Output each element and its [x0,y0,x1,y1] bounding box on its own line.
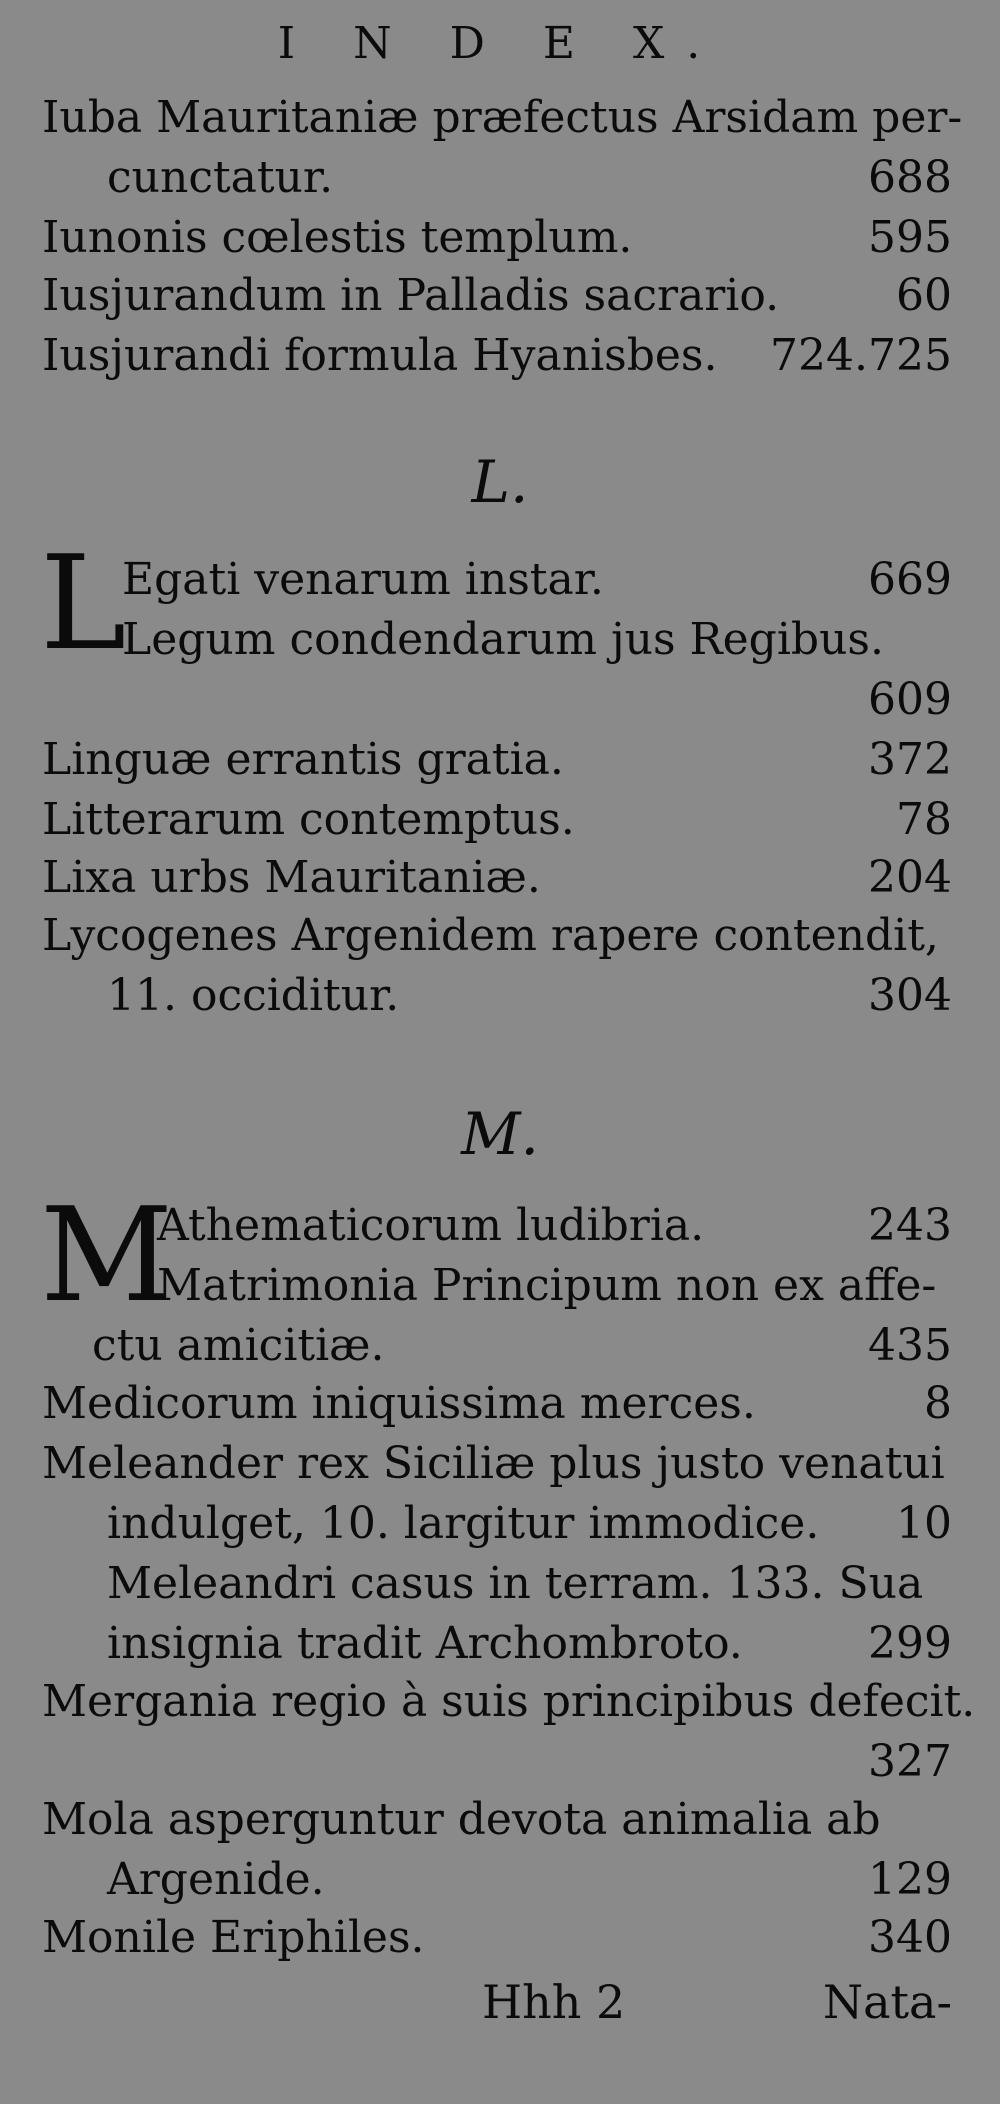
index-entry-legum [42,610,952,730]
index-entry-medicorum [42,1374,952,1434]
entry-text: Meleandri casus in terram. 133. Sua [107,1558,924,1609]
page-number: 435 [868,1320,952,1371]
page-number: 304 [868,970,952,1021]
entry-text: cunctatur. [107,152,334,203]
page-number: 595 [868,212,952,263]
entry-text: Iuba Mauritaniæ præfectus Arsidam per- [42,92,963,143]
entry-text: 11. occiditur. [107,970,400,1021]
index-entry-meleander [42,1434,952,1674]
section-heading-l: L. [471,448,529,516]
catchword: Nata- [822,1975,952,2029]
entry-text: Meleander rex Siciliæ plus justo venatui [42,1438,945,1489]
signature-mark: Hhh 2 [482,1975,626,2029]
index-entry-iusjurandi [42,326,952,386]
entry-text: Iunonis cœlestis templum. [42,212,633,263]
entry-text: Matrimonia Principum non ex affe- [157,1260,937,1311]
entry-text: Mergania regio à suis principibus defecit. [42,1676,976,1727]
index-entry-iusjurandum [42,266,952,326]
index-entry-linguae [42,730,952,790]
entry-text: Medicorum iniquissima merces. [42,1378,756,1429]
page-header: I N D E X. [277,18,723,69]
entry-text: Iusjurandi formula Hyanisbes. [42,330,718,381]
entry-text: Lixa urbs Mauritaniæ. [42,852,541,903]
page-number: 609 [868,674,952,725]
entry-text: ctu amicitiæ. [92,1320,385,1371]
index-entry-matrimonia [42,1256,952,1376]
index-entry-iuba [42,88,963,208]
page-number: 299 [868,1618,952,1669]
entry-text: Legum condendarum jus Regibus. [122,614,884,665]
page-number: 243 [868,1200,952,1251]
entry-text: Athematicorum ludibria. [157,1200,705,1251]
page-number: 60 [896,270,952,321]
page-number: 688 [868,152,952,203]
entry-text: Egati venarum instar. [122,554,604,605]
entry-text: Litterarum contemptus. [42,794,575,845]
entry-text: Iusjurandum in Palladis sacrario. [42,270,780,321]
page-number: 669 [868,554,952,605]
entry-text: Monile Eriphiles. [42,1912,425,1963]
entry-text: insignia tradit Archombroto. [107,1618,743,1669]
index-entry-mathematicorum [42,1196,952,1256]
page-number: 10 [896,1498,952,1549]
page-number: 724.725 [770,330,952,381]
index-entry-monile [42,1908,952,1968]
index-entry-litterarum [42,790,952,850]
index-entry-lixa [42,848,952,908]
entry-text: indulget, 10. largitur immodice. [107,1498,820,1549]
index-entry-legati [42,550,952,610]
entry-text: Mola asperguntur devota animalia ab [42,1794,881,1845]
entry-text: Linguæ errantis gratia. [42,734,564,785]
page-number: 340 [868,1912,952,1963]
index-entry-lycogenes [42,906,952,1026]
page-number: 372 [868,734,952,785]
index-entry-mola [42,1790,952,1910]
index-entry-iunonis [42,208,952,268]
page-number: 8 [924,1378,952,1429]
page-number: 129 [868,1854,952,1905]
page-number: 204 [868,852,952,903]
dropcap-l: L [40,527,127,679]
entry-text: Lycogenes Argenidem rapere contendit, [42,910,939,961]
section-heading-m: M. [461,1100,539,1168]
entry-text: Argenide. [107,1854,325,1905]
page-number: 327 [868,1736,952,1787]
dropcap-m: M [40,1179,174,1331]
page-number: 78 [896,794,952,845]
index-entry-mergania [42,1672,976,1792]
